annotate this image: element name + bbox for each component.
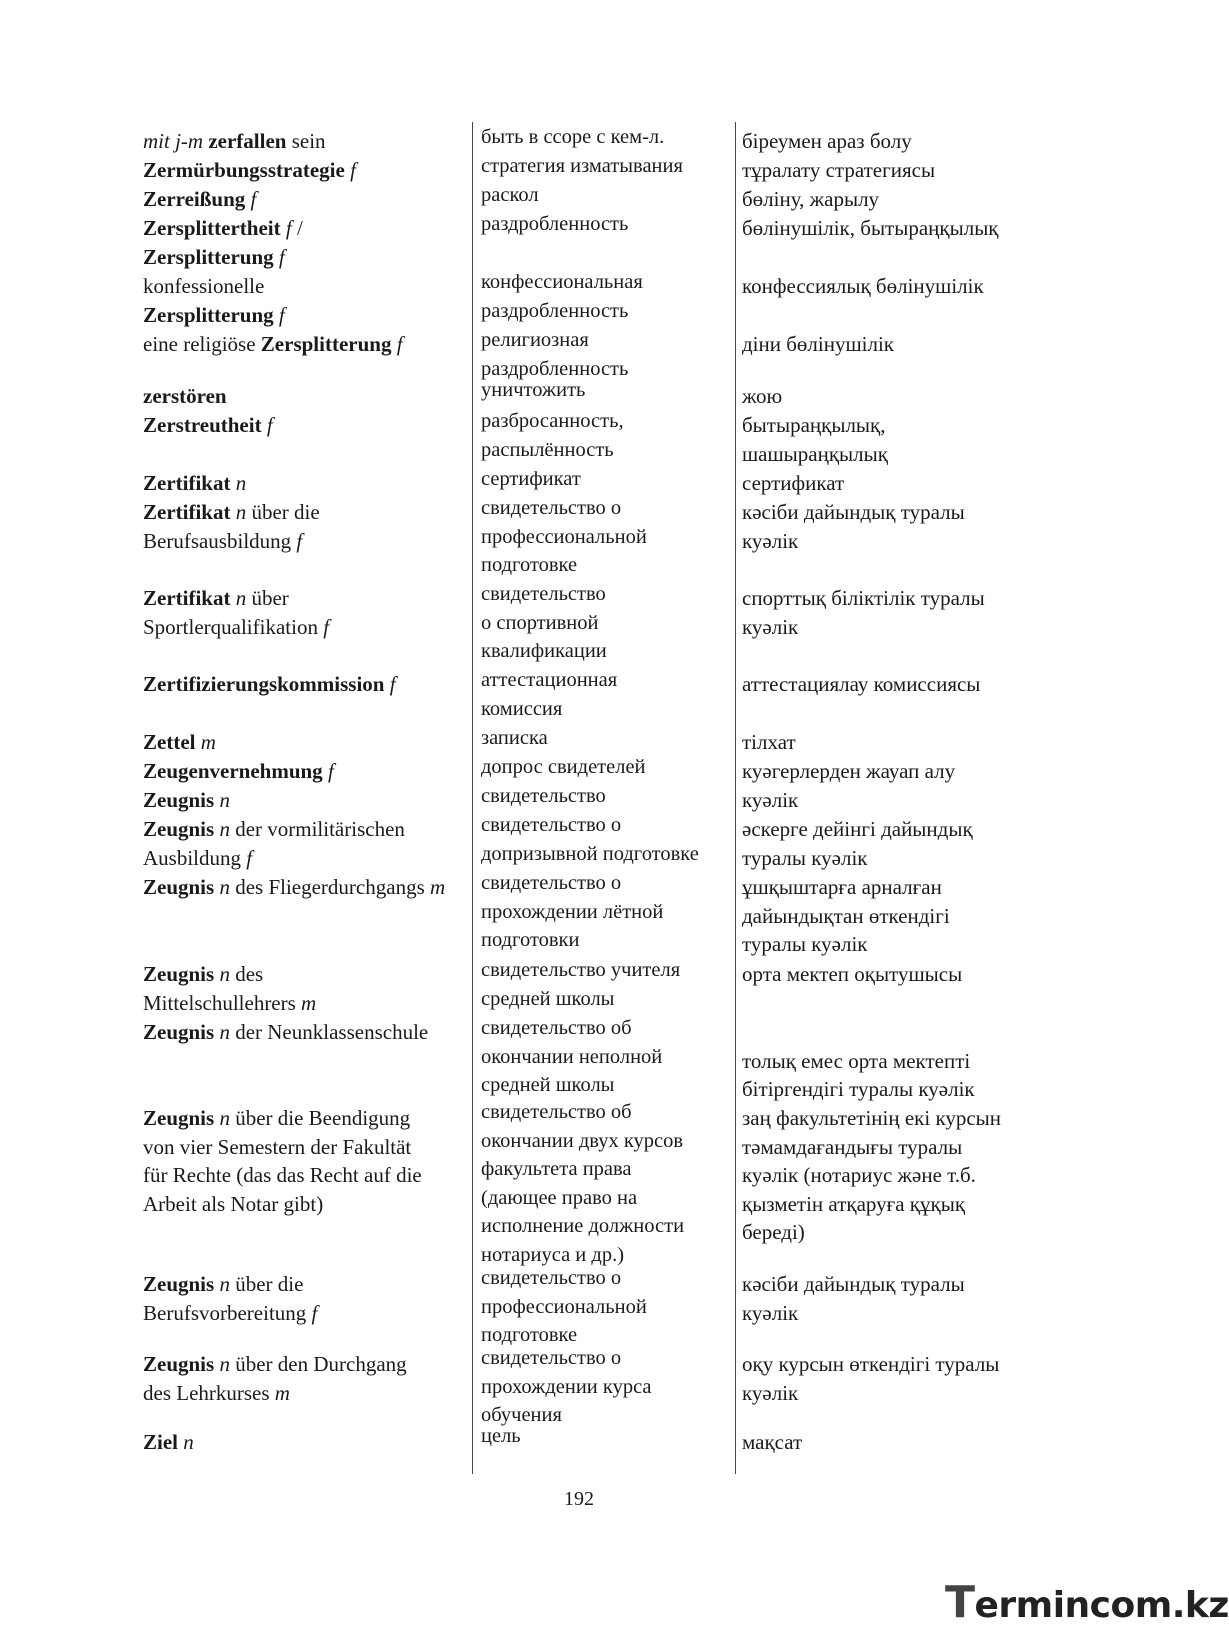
headword: Zeugnis (143, 1352, 215, 1376)
headword: zerfallen (208, 129, 287, 153)
kazakh-translation-line: бытыраңқылық, (742, 413, 886, 437)
russian-translation-line: уничтожить (481, 379, 586, 401)
kazakh-translation-line: дайындықтан өткендігі (742, 903, 950, 928)
kazakh-translation-line: біреумен араз болу (742, 129, 912, 153)
russian-translation-line: прохождении лётной (481, 900, 664, 923)
term-text: über die Beendigung (229, 1106, 411, 1130)
grammar-mark: f (384, 672, 396, 696)
russian-translation (481, 724, 733, 753)
german-term-line (143, 757, 463, 786)
term-text: des (229, 962, 264, 986)
russian-translation-line: разбросанность, (481, 410, 624, 432)
russian-translation-line: окончании неполной (481, 1045, 663, 1068)
headword: Zermürbungsstrategie (143, 158, 345, 182)
kazakh-translation-line: кәсіби дайындық туралы (742, 500, 965, 524)
russian-translation (481, 1344, 733, 1430)
kazakh-translation-line: ұшқыштарға арналған (742, 875, 942, 899)
german-term-line (143, 301, 463, 330)
headword: Zertifizierungskommission (143, 672, 385, 696)
term-text: über die (246, 500, 320, 524)
russian-translation-line: быть в ссоре с кем-л. (481, 126, 665, 148)
term-text: eine religiöse (143, 332, 261, 356)
russian-translation (481, 580, 733, 666)
headword: Zertifikat (143, 586, 231, 610)
grammar-mark: n (214, 1352, 230, 1376)
russian-translation-line: свидетельство (481, 583, 606, 605)
headword: Zerreißung (143, 187, 246, 211)
column-divider-left (472, 122, 473, 1474)
kazakh-translation (742, 873, 1042, 959)
kazakh-translation (742, 584, 1042, 641)
russian-translation-line: свидетельство о (481, 1267, 622, 1289)
kazakh-translation-line: әскерге дейінгі дайындық (742, 817, 973, 841)
term-text: des Lehrkurses (143, 1380, 275, 1405)
german-term-line (143, 1299, 463, 1328)
german-term (143, 815, 463, 872)
kazakh-translation (742, 127, 1042, 156)
kazakh-translation-line: қызметін атқаруға құқық (742, 1191, 966, 1216)
grammar-mark: n (214, 1020, 230, 1044)
russian-translation (481, 376, 733, 405)
kazakh-translation (742, 757, 1042, 786)
grammar-mark: f (245, 187, 257, 211)
grammar-mark: n (230, 471, 247, 495)
term-text: über (246, 586, 289, 610)
kazakh-translation (742, 815, 1042, 872)
german-term-line (143, 1270, 463, 1299)
german-term (143, 156, 463, 185)
russian-translation (481, 326, 733, 383)
german-term-line (143, 243, 463, 272)
term-text: des Fliegerdurchgangs (229, 875, 430, 899)
term-text: sein (286, 129, 326, 153)
russian-translation-line: свидетельство учителя (481, 959, 681, 981)
term-text: von vier Semestern der Fakultät (143, 1134, 412, 1159)
russian-translation-line: средней школы (481, 987, 615, 1010)
headword: Zeugnis (143, 875, 215, 899)
kazakh-translation (742, 728, 1042, 757)
russian-translation-line: свидетельство о (481, 814, 622, 836)
german-term-line (143, 527, 463, 556)
russian-translation-line: свидетельство об (481, 1101, 632, 1123)
german-term-line (143, 330, 463, 359)
russian-translation (481, 1264, 733, 1350)
headword: Zersplitterung (143, 302, 274, 327)
german-term (143, 1018, 463, 1047)
site-logo: Termincom.kz (945, 1577, 1229, 1628)
german-term-line (143, 214, 463, 243)
german-term (143, 1350, 463, 1407)
grammar-mark: f (323, 614, 330, 639)
german-term-line (143, 156, 463, 185)
german-term-line (143, 1133, 463, 1162)
kazakh-translation (742, 330, 1042, 359)
headword: Zersplittertheit (143, 216, 281, 240)
russian-translation-line: записка (481, 727, 548, 749)
headword: Zeugnis (143, 1272, 215, 1296)
german-term (143, 272, 463, 329)
german-term-line (143, 989, 463, 1018)
headword: Zeugnis (143, 962, 215, 986)
headword: Ziel (143, 1430, 178, 1454)
grammar-mark: f (344, 158, 356, 182)
german-term (143, 960, 463, 1017)
term-text: über den Durchgang (229, 1352, 407, 1376)
column-divider-right (735, 122, 736, 1474)
russian-translation-line: окончании двух курсов (481, 1129, 684, 1152)
german-term (143, 1270, 463, 1327)
russian-translation (481, 1098, 733, 1270)
grammar-mark: n (214, 875, 230, 899)
german-term-line (143, 728, 463, 757)
russian-translation-line: свидетельство о (481, 497, 622, 519)
kazakh-translation-line: оқу курсын өткендігі туралы (742, 1352, 1000, 1376)
grammar-mark: n (230, 500, 247, 524)
kazakh-translation-line: заң факультетінің екі курсын (742, 1106, 1002, 1130)
kazakh-translation-line: куәлік (742, 528, 799, 553)
russian-translation (481, 956, 733, 1013)
kazakh-translation (742, 411, 1042, 468)
term-text: konfessionelle (143, 274, 265, 298)
kazakh-translation-line: бөлінушілік, бытыраңқылық (742, 216, 999, 240)
russian-translation (481, 494, 733, 580)
german-term-line (143, 960, 463, 989)
german-term-line (143, 786, 463, 815)
russian-translation-line: прохождении курса (481, 1375, 652, 1398)
grammar-mark: f (322, 759, 334, 783)
headword: Zettel (143, 730, 196, 754)
grammar-mark: n (178, 1430, 194, 1454)
grammar-mark: m (274, 1380, 290, 1405)
russian-translation-line: нотариуса и др.) (481, 1243, 625, 1266)
russian-translation-line: свидетельство (481, 785, 606, 807)
kazakh-translation-line: жою (742, 384, 783, 408)
russian-translation-line: профессиональной (481, 525, 647, 548)
page-number: 192 (564, 1488, 594, 1510)
grammar-mark: f (296, 528, 303, 553)
headword: zerstören (143, 384, 227, 408)
german-term (143, 1428, 463, 1457)
kazakh-translation-line: тұралату стратегиясы (742, 158, 936, 182)
russian-translation-line: свидетельство о (481, 1347, 622, 1369)
german-term-line (143, 382, 463, 411)
kazakh-translation-line: куәлік (742, 1300, 799, 1325)
term-text: Arbeit als Notar gibt) (143, 1191, 324, 1216)
german-term (143, 382, 463, 411)
russian-translation (481, 1014, 733, 1100)
russian-translation-line: свидетельство об (481, 1017, 632, 1039)
term-text: der vormilitärischen (229, 817, 405, 841)
term-text: Ausbildung (143, 845, 247, 870)
german-term (143, 670, 463, 699)
term-text: / (291, 216, 303, 240)
russian-translation (481, 1422, 733, 1451)
kazakh-translation-line: туралы куәлік (742, 932, 868, 957)
german-term (143, 127, 463, 156)
russian-translation-line: раздробленность (481, 299, 629, 322)
russian-translation-line: квалификации (481, 640, 607, 663)
kazakh-translation (742, 382, 1042, 411)
german-term-line (143, 411, 463, 440)
german-term (143, 214, 463, 271)
russian-translation-line: обучения (481, 1404, 562, 1427)
german-term-line (143, 670, 463, 699)
kazakh-translation-line: куәгерлерден жауап алу (742, 759, 956, 783)
grammar-mark: f (391, 332, 403, 356)
german-term-line (143, 1161, 463, 1190)
german-term-line (143, 844, 463, 873)
kazakh-translation (742, 469, 1042, 498)
kazakh-translation-line: кәсіби дайындық туралы (742, 1272, 965, 1296)
german-term (143, 757, 463, 786)
russian-translation-line: допрос свидетелей (481, 756, 646, 778)
kazakh-translation-line: бөліну, жарылу (742, 187, 880, 211)
russian-translation (481, 210, 733, 239)
russian-translation (481, 181, 733, 210)
kazakh-translation (742, 1104, 1042, 1247)
term-text: Berufsausbildung (143, 528, 297, 553)
headword: Zersplitterung (260, 332, 392, 356)
german-term-line (143, 1018, 463, 1047)
russian-translation (481, 869, 733, 955)
term-text: über die (229, 1272, 304, 1296)
russian-translation (481, 152, 733, 181)
term-text: Mittelschullehrers (143, 990, 302, 1015)
kazakh-translation-line: орта мектеп оқытушысы (742, 962, 963, 986)
russian-translation-line: подготовке (481, 554, 578, 577)
kazakh-translation-line: куәлік (742, 614, 799, 639)
term-text: für Rechte (das das Recht auf die (143, 1163, 422, 1188)
kazakh-translation-line: діни бөлінушілік (742, 332, 895, 356)
russian-translation-line: факультета права (481, 1158, 632, 1181)
kazakh-translation-line: береді) (742, 1220, 805, 1245)
german-term-line (143, 1104, 463, 1133)
kazakh-translation (742, 1270, 1042, 1327)
kazakh-translation-line: сертификат (742, 471, 845, 495)
kazakh-translation-line: толық емес орта мектепті (742, 1048, 971, 1073)
grammar-mark: f (273, 302, 285, 327)
grammar-mark: f (261, 413, 273, 437)
russian-translation-line: цель (481, 1425, 521, 1447)
grammar-mark: f (311, 1300, 318, 1325)
headword: Zersplitterung (143, 244, 274, 269)
german-term (143, 185, 463, 214)
german-term (143, 728, 463, 757)
german-term-line (143, 1190, 463, 1219)
russian-translation-line: раздробленность (481, 213, 629, 235)
russian-translation-line: свидетельство о (481, 872, 622, 894)
headword: Zeugenvernehmung (143, 759, 323, 783)
russian-translation (481, 123, 733, 152)
russian-translation (481, 811, 733, 868)
russian-translation (481, 407, 733, 464)
german-term-line (143, 469, 463, 498)
kazakh-translation-line: туралы куәлік (742, 845, 868, 870)
kazakh-translation-line: спорттық біліктілік туралы (742, 586, 985, 610)
kazakh-translation-line: шашыраңқылық (742, 441, 888, 466)
kazakh-translation-line: аттестациялау комиссиясы (742, 672, 981, 696)
kazakh-translation-line: куәлік (нотариус және т.б. (742, 1163, 976, 1188)
russian-translation-line: подготовки (481, 929, 580, 952)
german-term-line (143, 185, 463, 214)
german-term (143, 469, 463, 498)
headword: Zeugnis (143, 1106, 215, 1130)
german-term-line (143, 1350, 463, 1379)
russian-translation-line: аттестационная (481, 669, 618, 691)
german-term-line (143, 1428, 463, 1457)
grammar-mark: m (301, 990, 317, 1015)
grammar-mark: n (214, 788, 230, 812)
german-term (143, 330, 463, 359)
kazakh-translation-line (742, 1018, 1042, 1047)
kazakh-translation (742, 670, 1042, 699)
german-term-line (143, 584, 463, 613)
grammar-mark: f (280, 216, 292, 240)
kazakh-translation (742, 156, 1042, 185)
headword: Zertifikat (143, 471, 231, 495)
german-term-line (143, 1379, 463, 1408)
kazakh-translation (742, 272, 1042, 301)
russian-translation-line: о спортивной (481, 611, 599, 634)
kazakh-translation-line: куәлік (742, 788, 799, 812)
kazakh-translation (742, 498, 1042, 555)
grammar-mark: m (430, 875, 446, 899)
german-term-line (143, 873, 463, 902)
kazakh-translation (742, 1018, 1042, 1104)
russian-translation-line: распылённость (481, 438, 614, 461)
kazakh-translation (742, 214, 1042, 243)
term-text: Sportlerqualifikation (143, 614, 324, 639)
grammar-mark: n (214, 1272, 230, 1296)
russian-translation (481, 465, 733, 494)
kazakh-translation-line: мақсат (742, 1430, 803, 1454)
grammar-mark: f (246, 845, 253, 870)
kazakh-translation (742, 960, 1042, 989)
german-term (143, 584, 463, 641)
russian-translation-line: конфессиональная (481, 271, 643, 293)
german-term (143, 411, 463, 440)
russian-translation-line: раскол (481, 184, 539, 206)
russian-translation (481, 753, 733, 782)
german-term-line (143, 815, 463, 844)
grammar-mark: n (214, 1106, 230, 1130)
russian-translation (481, 268, 733, 325)
grammar-mark: n (214, 817, 230, 841)
grammar-mark: mit j-m (143, 129, 209, 153)
kazakh-translation (742, 786, 1042, 815)
kazakh-translation (742, 1350, 1042, 1407)
german-term (143, 498, 463, 555)
kazakh-translation (742, 1428, 1042, 1457)
kazakh-translation-line: тілхат (742, 730, 796, 754)
russian-translation-line: средней школы (481, 1074, 615, 1097)
russian-translation-line: допризывной подготовке (481, 842, 699, 865)
russian-translation-line: сертификат (481, 468, 581, 490)
headword: Zertifikat (143, 500, 231, 524)
kazakh-translation (742, 185, 1042, 214)
german-term-line (143, 127, 463, 156)
grammar-mark: n (214, 962, 230, 986)
russian-translation-line: подготовке (481, 1324, 578, 1347)
russian-translation-line: раздробленность (481, 357, 629, 380)
russian-translation (481, 782, 733, 811)
term-text: Berufsvorbereitung (143, 1300, 312, 1325)
russian-translation-line: исполнение должности (481, 1215, 685, 1238)
german-term-line (143, 498, 463, 527)
headword: Zeugnis (143, 788, 215, 812)
kazakh-translation-line: бітіргендігі туралы куәлік (742, 1077, 975, 1102)
russian-translation-line: религиозная (481, 329, 589, 351)
headword: Zeugnis (143, 817, 215, 841)
russian-translation-line: комиссия (481, 697, 563, 720)
german-term-line (143, 613, 463, 642)
russian-translation (481, 666, 733, 723)
german-term (143, 873, 463, 902)
term-text: der Neunklassenschule (229, 1020, 429, 1044)
russian-translation-line: (дающее право на (481, 1186, 638, 1209)
kazakh-translation-line: конфессиялық бөлінушілік (742, 274, 984, 298)
russian-translation-line: стратегия изматывания (481, 155, 683, 177)
grammar-mark: f (273, 244, 285, 269)
german-term (143, 1104, 463, 1218)
kazakh-translation-line: тәмамдағандығы туралы (742, 1134, 963, 1159)
grammar-mark: m (195, 730, 216, 754)
german-term-line (143, 272, 463, 301)
headword: Zeugnis (143, 1020, 215, 1044)
german-term (143, 786, 463, 815)
kazakh-translation-line: куәлік (742, 1380, 799, 1405)
russian-translation-line: профессиональной (481, 1295, 647, 1318)
headword: Zerstreutheit (143, 413, 262, 437)
grammar-mark: n (230, 586, 247, 610)
